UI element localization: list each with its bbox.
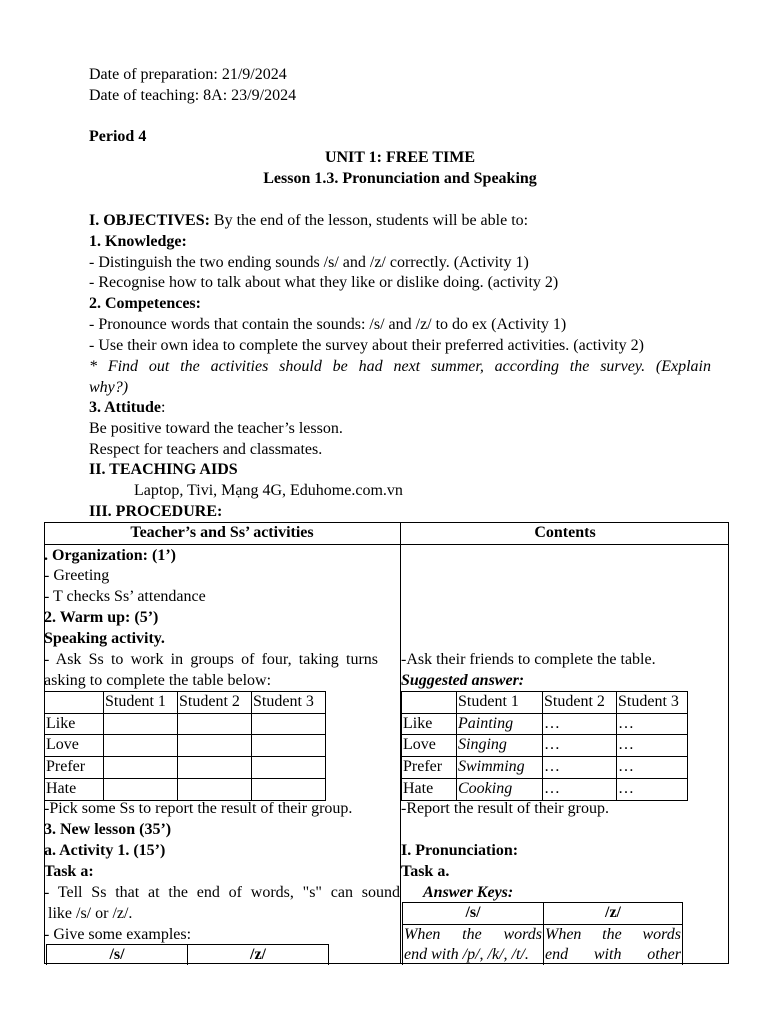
answer-cell: Painting <box>457 713 543 735</box>
table-cell <box>252 713 326 735</box>
new-lesson-heading: 3. New lesson (35’) <box>44 821 172 838</box>
ask-groups-line-1: - Ask Ss to work in groups of four, taking turns <box>44 651 378 668</box>
table-row <box>402 692 688 714</box>
answer-cell: … <box>617 713 688 735</box>
answer-cell: … <box>543 778 617 800</box>
table-row <box>45 713 326 735</box>
page-bottom-margin <box>0 965 768 1024</box>
key-z-line-1: When the words <box>545 925 681 943</box>
pronunciation-heading: I. Pronunciation: <box>401 842 519 859</box>
table-header-cell: Student 2 <box>178 692 252 714</box>
key-header-z: /z/ <box>544 903 683 925</box>
table-header-cell: Student 3 <box>617 692 688 714</box>
ask-groups-line-2: asking to complete the table below: <box>44 672 272 689</box>
table-row <box>402 713 688 735</box>
procedure-header-divider <box>44 544 729 545</box>
unit-title: UNIT 1: FREE TIME <box>324 149 476 166</box>
table-row <box>402 778 688 800</box>
table-row <box>402 757 688 779</box>
attitude-item-1: Be positive toward the teacher’s lesson. <box>89 420 343 437</box>
table-row <box>45 735 326 757</box>
table-row-label: Prefer <box>45 757 104 779</box>
answer-cell: … <box>543 735 617 757</box>
table-cell <box>104 778 178 800</box>
competences-heading: 2. Competences: <box>89 295 201 312</box>
competence-item-2: - Use their own idea to complete the survey about their preferred activities. (activity 2) <box>89 337 644 354</box>
suggested-answer-heading: Suggested answer: <box>401 672 525 689</box>
answer-cell: … <box>617 757 688 779</box>
competence-item-3: * Find out the activities should be had next summer, according the survey. (Explain <box>89 358 711 375</box>
key-header-s: /s/ <box>403 903 544 925</box>
table-header-cell: Student 3 <box>252 692 326 714</box>
table-row-label: Hate <box>45 778 104 800</box>
table-header-cell: Student 2 <box>543 692 617 714</box>
table-row <box>45 778 326 800</box>
table-row-label: Prefer <box>402 757 457 779</box>
attendance-item: - T checks Ss’ attendance <box>44 588 206 605</box>
answer-cell: … <box>617 778 688 800</box>
table-header-cell: Student 1 <box>104 692 178 714</box>
table-row <box>45 757 326 779</box>
key-cell-s <box>403 924 544 966</box>
greeting-item: - Greeting <box>44 567 110 584</box>
attitude-colon: : <box>161 399 166 416</box>
teaching-aids-heading: II. TEACHING AIDS <box>89 461 238 478</box>
ask-friends-item: -Ask their friends to complete the table. <box>401 651 656 668</box>
competence-item-1: - Pronounce words that contain the sounds: /s/ and /z/ to do ex (Activity 1) <box>89 316 567 333</box>
task-a-heading-right: Task a. <box>401 863 450 880</box>
date-of-preparation: Date of preparation: 21/9/2024 <box>89 66 287 83</box>
table-cell <box>178 757 252 779</box>
table-cell <box>178 778 252 800</box>
answer-keys-heading: Answer Keys: <box>423 884 514 901</box>
key-s-line-2: end with /p/, /k/, /t/. <box>404 946 529 964</box>
attitude-item-2: Respect for teachers and classmates. <box>89 441 323 458</box>
period-label: Period 4 <box>89 128 147 145</box>
pick-students-item: -Pick some Ss to report the result of their group. <box>44 800 353 817</box>
table-cell <box>104 735 178 757</box>
examples-table <box>46 944 329 967</box>
task-a-heading-left: Task a: <box>44 863 94 880</box>
knowledge-item-2: - Recognise how to talk about what they like or dislike doing. (activity 2) <box>89 274 559 291</box>
table-cell <box>252 778 326 800</box>
key-cell-z <box>544 924 683 966</box>
col-header-contents: Contents <box>534 524 596 541</box>
give-examples-item: - Give some examples: <box>44 926 192 943</box>
table-cell <box>178 735 252 757</box>
organization-heading: . Organization: (1’) <box>44 547 176 564</box>
table-cell <box>252 757 326 779</box>
table-row <box>403 924 683 966</box>
survey-table <box>44 691 326 801</box>
key-z-line-2: end with other <box>545 946 681 964</box>
answer-cell: Cooking <box>457 778 543 800</box>
knowledge-item-1: - Distinguish the two ending sounds /s/ and /z/ correctly. (Activity 1) <box>89 254 529 271</box>
table-row <box>402 735 688 757</box>
key-s-line-1: When the words <box>404 925 542 943</box>
competence-item-3-cont: why?) <box>89 379 129 396</box>
tell-students-line-2: like /s/ or /z/. <box>48 905 133 922</box>
lesson-title: Lesson 1.3. Pronunciation and Speaking <box>263 170 537 187</box>
table-row-label: Like <box>402 713 457 735</box>
table-cell <box>178 713 252 735</box>
report-result-item: -Report the result of their group. <box>401 800 609 817</box>
suggested-answer-table <box>401 691 688 801</box>
answer-keys-table <box>402 902 683 967</box>
attitude-heading: 3. Attitude <box>89 399 161 416</box>
objectives-line <box>89 211 528 232</box>
answer-cell: Swimming <box>457 757 543 779</box>
col-header-activities: Teacher’s and Ss’ activities <box>130 524 314 541</box>
table-cell <box>104 713 178 735</box>
tell-students-line-1: - Tell Ss that at the end of words, "s" can sound <box>44 884 400 901</box>
answer-cell: … <box>543 713 617 735</box>
table-row-label: Love <box>402 735 457 757</box>
speaking-activity-heading: Speaking activity. <box>44 630 165 647</box>
date-of-teaching: Date of teaching: 8A: 23/9/2024 <box>89 87 297 104</box>
knowledge-heading: 1. Knowledge: <box>89 233 187 250</box>
objectives-intro: By the end of the lesson, students will be able to: <box>209 212 529 229</box>
table-header-cell: Student 1 <box>457 692 543 714</box>
table-cell <box>104 757 178 779</box>
objectives-heading: I. OBJECTIVES: <box>89 212 210 229</box>
answer-cell: Singing <box>457 735 543 757</box>
table-row-label: Love <box>45 735 104 757</box>
answer-cell: … <box>617 735 688 757</box>
procedure-heading: III. PROCEDURE: <box>89 503 223 520</box>
table-cell <box>252 735 326 757</box>
examples-header-z: /z/ <box>188 945 329 967</box>
attitude-heading-line <box>89 398 165 419</box>
table-row-label: Hate <box>402 778 457 800</box>
activity-1-heading: a. Activity 1. (15’) <box>44 842 166 859</box>
examples-header-s: /s/ <box>47 945 188 967</box>
table-row <box>403 903 683 925</box>
table-cell <box>45 692 104 714</box>
table-row <box>45 692 326 714</box>
warm-up-heading: 2. Warm up: (5’) <box>44 609 159 626</box>
table-row-label: Like <box>45 713 104 735</box>
table-row <box>47 945 329 967</box>
table-cell <box>402 692 457 714</box>
teaching-aids-items: Laptop, Tivi, Mạng 4G, Eduhome.com.vn <box>134 482 403 499</box>
answer-cell: … <box>543 757 617 779</box>
